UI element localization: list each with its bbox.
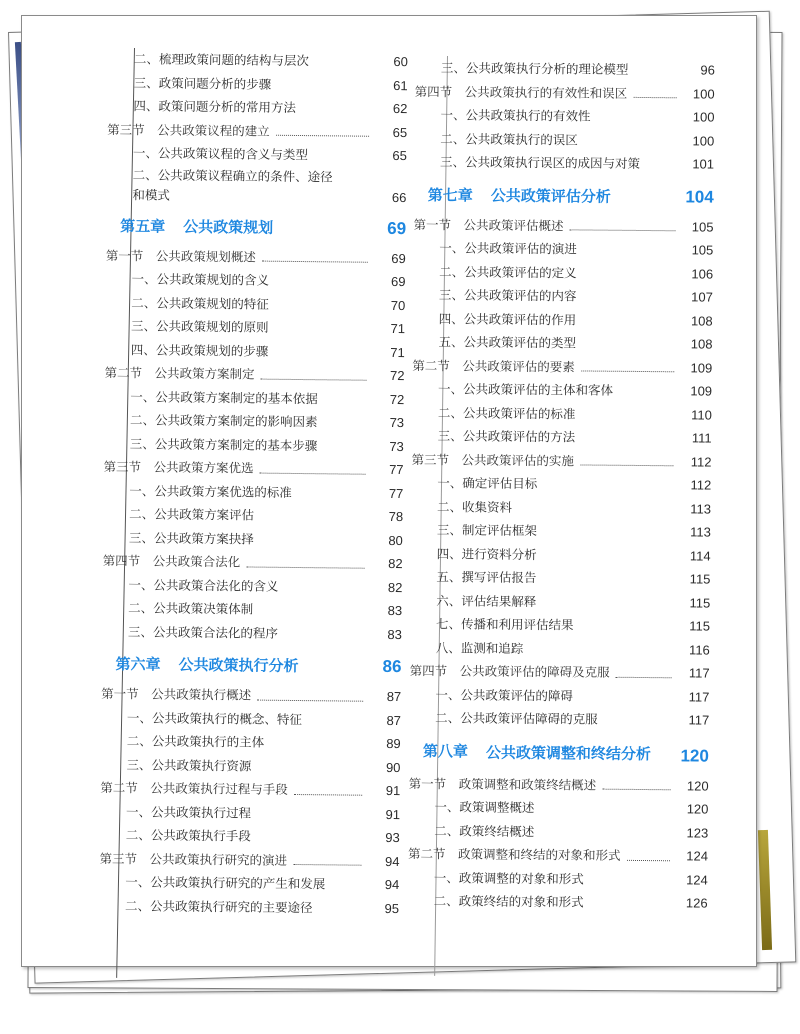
entry-title: 三、公共政策评估的内容 <box>438 287 577 304</box>
entry-title: 第二节 公共政策方案制定 <box>104 364 255 382</box>
entry-title: 第二节 公共政策执行过程与手段 <box>100 779 288 797</box>
toc-chapter-heading <box>106 214 406 238</box>
toc-subsection-entry <box>105 337 405 364</box>
entry-title: 第三节 公共政策评估的实施 <box>411 451 575 468</box>
entry-page-number: 115 <box>689 571 711 587</box>
entry-page-number: 91 <box>385 806 401 822</box>
entry-page-number: 109 <box>690 359 713 376</box>
entry-page-number: 109 <box>690 383 713 399</box>
entry-title: 二、政策终结的对象和形式 <box>433 893 584 910</box>
dot-leader <box>293 864 361 866</box>
toc-subsection-entry <box>101 705 401 732</box>
toc-section-entry <box>104 361 404 388</box>
entry-title: 三、公共政策规划的原则 <box>131 318 269 335</box>
dot-leader <box>616 676 672 677</box>
entry-page-number: 80 <box>388 532 403 548</box>
entry-title: 三、公共政策方案制定的基本步骤 <box>129 435 318 453</box>
toc-subsection-entry <box>105 290 405 317</box>
entry-title: 二、公共政策执行手段 <box>125 827 251 844</box>
toc-subsection-entry <box>100 799 400 826</box>
toc-section-entry <box>413 212 713 238</box>
chapter-number: 第七章 <box>427 185 473 205</box>
entry-page-number: 112 <box>690 477 712 493</box>
entry-page-number: 83 <box>387 626 402 642</box>
entry-title: 一、公共政策执行过程 <box>125 803 252 821</box>
dot-leader <box>633 97 676 98</box>
entry-page-number: 115 <box>689 618 711 634</box>
entry-title: 第一节 政策调整和政策终结概述 <box>408 775 597 793</box>
chapter-title: 公共政策评估分析 <box>490 186 611 206</box>
entry-page-number: 120 <box>686 801 709 817</box>
toc-subsection-entry <box>103 502 403 529</box>
entry-title: 第三节 公共政策执行研究的演进 <box>99 850 288 868</box>
entry-page-number: 123 <box>686 824 709 841</box>
toc-section-entry <box>102 549 402 576</box>
toc-section-entry <box>107 117 407 144</box>
entry-page-number: 72 <box>389 391 405 407</box>
entry-page-number: 60 <box>393 53 408 70</box>
entry-page-number: 89 <box>386 735 401 752</box>
chapter-number: 第六章 <box>115 655 161 674</box>
entry-page-number: 87 <box>386 688 402 705</box>
entry-title: 六、评估结果解释 <box>436 592 537 609</box>
entry-page-number: 105 <box>691 242 714 258</box>
entry-title: 四、公共政策评估的作用 <box>438 310 577 327</box>
toc-section-entry <box>412 353 712 379</box>
entry-title: 二、公共政策议程确立的条件、途径和模式 <box>132 166 333 203</box>
entry-title: 三、公共政策方案抉择 <box>128 529 254 547</box>
entry-page-number: 108 <box>690 336 713 352</box>
entry-page-number: 61 <box>393 77 408 93</box>
toc-subsection-entry <box>413 283 713 309</box>
entry-title: 一、确定评估目标 <box>437 475 538 492</box>
entry-page-number: 117 <box>688 665 710 681</box>
entry-title: 一、公共政策执行的概念、特征 <box>126 709 303 727</box>
entry-title: 一、公共政策评估的主体和客体 <box>438 381 614 398</box>
toc-subsection-entry <box>102 572 402 599</box>
entry-page-number: 120 <box>686 777 709 794</box>
toc-section-entry <box>106 243 406 270</box>
entry-page-number: 108 <box>690 312 713 329</box>
entry-page-number: 90 <box>385 759 401 775</box>
toc-subsection-entry <box>101 729 401 756</box>
entry-page-number: 87 <box>386 712 402 728</box>
entry-title: 一、公共政策方案优选的标准 <box>129 482 292 500</box>
entry-title: 三、公共政策执行误区的成因与对策 <box>440 154 641 171</box>
toc-chapter-heading <box>101 653 401 677</box>
dot-leader <box>581 370 674 372</box>
entry-page-number: 82 <box>388 555 403 572</box>
toc-subsection-entry <box>410 612 710 638</box>
toc-subsection-entry <box>411 518 711 544</box>
entry-title: 五、撰写评估报告 <box>436 569 537 586</box>
toc-subsection-entry <box>99 870 399 897</box>
entry-page-number: 69 <box>391 250 406 266</box>
entry-title: 一、公共政策方案制定的基本依据 <box>130 388 318 406</box>
entry-title: 一、公共政策评估的障碍 <box>435 686 574 703</box>
entry-page-number: 101 <box>692 156 715 172</box>
entry-title: 七、传播和利用评估结果 <box>435 616 574 633</box>
chapter-page-number: 104 <box>685 186 714 207</box>
entry-title: 二、公共政策执行的主体 <box>126 733 265 750</box>
entry-page-number: 62 <box>392 100 408 117</box>
entry-title: 第四节 公共政策评估的障碍及克服 <box>409 662 610 680</box>
entry-page-number: 72 <box>390 367 405 384</box>
toc-subsection-entry <box>414 103 714 129</box>
entry-page-number: 66 <box>391 189 407 205</box>
toc-chapter-heading <box>414 183 714 207</box>
dot-leader <box>262 261 368 263</box>
entry-page-number: 113 <box>690 500 712 517</box>
dot-leader <box>602 789 670 791</box>
toc-subsection-entry <box>411 471 711 497</box>
toc-subsection-entry <box>412 400 712 426</box>
entry-title: 五、公共政策评估的类型 <box>438 334 577 351</box>
entry-title: 一、公共政策执行研究的产生和发展 <box>125 874 326 892</box>
entry-page-number: 71 <box>390 344 405 360</box>
entry-page-number: 116 <box>689 641 710 658</box>
chapter-title: 公共政策执行分析 <box>178 655 299 676</box>
entry-page-number: 93 <box>385 829 400 846</box>
entry-title: 第二节 公共政策评估的要素 <box>412 357 575 374</box>
entry-title: 二、公共政策方案制定的影响因素 <box>130 412 318 430</box>
entry-title: 三、制定评估框架 <box>436 522 537 539</box>
toc-subsection-entry <box>107 94 407 121</box>
entry-title: 三、公共政策合法化的程序 <box>127 623 278 641</box>
toc-left-column <box>99 47 408 920</box>
entry-page-number: 83 <box>387 602 403 619</box>
entry-page-number: 95 <box>384 900 400 916</box>
dot-leader <box>260 472 366 474</box>
entry-page-number: 111 <box>691 430 712 446</box>
toc-section-entry <box>415 79 715 105</box>
entry-title: 四、公共政策规划的步骤 <box>130 341 269 359</box>
toc-chapter-heading <box>409 739 709 766</box>
chapter-title: 公共政策调整和终结分析 <box>485 743 652 763</box>
entry-title: 二、公共政策执行的误区 <box>440 130 578 147</box>
toc-subsection-entry <box>104 431 404 458</box>
entry-page-number: 65 <box>392 124 408 140</box>
entry-title: 第一节 公共政策评估概述 <box>413 216 564 233</box>
toc-subsection-entry <box>414 150 714 176</box>
dot-leader <box>294 793 362 795</box>
entry-page-number: 126 <box>685 895 708 911</box>
toc-subsection-entry <box>102 596 402 623</box>
toc-section-entry <box>408 842 708 868</box>
toc-subsection-entry <box>103 478 403 505</box>
entry-page-number: 94 <box>384 876 400 893</box>
entry-page-number: 115 <box>689 594 711 611</box>
entry-title: 第一节 公共政策执行概述 <box>101 685 252 703</box>
toc-subsection-entry <box>408 795 708 821</box>
toc-subsection-entry <box>104 384 404 411</box>
chapter-number: 第五章 <box>120 216 166 236</box>
toc-subsection-entry <box>100 823 400 850</box>
entry-title: 一、公共政策合法化的含义 <box>128 576 279 594</box>
entry-page-number: 73 <box>389 414 405 431</box>
chapter-page-number: 86 <box>382 656 402 677</box>
toc-subsection-entry <box>408 865 708 891</box>
entry-page-number: 105 <box>691 218 714 235</box>
entry-title: 四、政策问题分析的常用方法 <box>133 98 296 115</box>
toc-subsection-entry <box>412 330 712 356</box>
dot-leader <box>580 464 673 466</box>
toc-subsection-entry <box>413 259 713 285</box>
entry-page-number: 71 <box>390 320 406 337</box>
toc-subsection-entry <box>105 314 405 341</box>
toc-subsection-entry <box>104 408 404 435</box>
entry-title: 二、公共政策评估障碍的克服 <box>435 710 598 727</box>
entry-page-number: 100 <box>692 109 715 125</box>
toc-subsection-entry <box>413 306 713 332</box>
toc-subsection-entry <box>412 424 712 450</box>
toc-subsection-entry <box>99 893 399 920</box>
entry-page-number: 113 <box>690 524 711 540</box>
entry-title: 二、公共政策评估的标准 <box>437 404 576 421</box>
dot-leader <box>246 566 364 568</box>
toc-subsection-entry <box>408 889 708 915</box>
toc-subsection-entry <box>412 377 712 403</box>
entry-title: 一、公共政策规划的含义 <box>131 271 270 288</box>
entry-page-number: 117 <box>688 712 710 728</box>
entry-title: 一、政策调整概述 <box>434 799 535 816</box>
toc-subsection-entry <box>415 56 715 82</box>
toc-subsection-entry <box>102 619 402 646</box>
toc-subsection-entry <box>410 588 710 614</box>
toc-subsection-entry <box>410 565 710 591</box>
entry-page-number: 107 <box>691 289 713 305</box>
toc-subsection-entry <box>414 126 714 152</box>
toc-subsection-entry <box>411 494 711 520</box>
entry-title: 二、公共政策评估的定义 <box>439 263 577 280</box>
entry-title: 一、公共政策议程的含义与类型 <box>132 145 308 163</box>
chapter-title: 公共政策规划 <box>183 217 274 237</box>
entry-page-number: 100 <box>692 132 715 149</box>
dot-leader <box>276 135 369 137</box>
entry-title: 二、政策终结概述 <box>434 822 535 839</box>
toc-section-entry <box>103 455 403 482</box>
dot-leader <box>257 699 363 701</box>
chapter-page-number: 120 <box>680 745 709 766</box>
toc-section-entry <box>409 771 709 797</box>
toc-subsection-entry <box>100 752 400 779</box>
entry-title: 二、收集资料 <box>437 498 513 515</box>
entry-page-number: 94 <box>384 853 400 869</box>
dot-leader <box>627 859 670 860</box>
toc-subsection-entry <box>408 818 708 844</box>
chapter-number: 第八章 <box>422 741 469 760</box>
entry-title: 二、公共政策方案评估 <box>129 506 255 523</box>
toc-subsection-entry <box>409 706 709 732</box>
entry-page-number: 124 <box>686 871 708 888</box>
entry-page-number: 70 <box>390 297 406 313</box>
entry-page-number: 112 <box>690 453 712 470</box>
entry-title: 二、公共政策执行研究的主要途径 <box>124 897 313 915</box>
entry-title: 三、公共政策评估的方法 <box>437 428 576 445</box>
toc-section-entry <box>100 776 400 803</box>
entry-page-number: 117 <box>688 688 710 705</box>
toc-subsection-entry <box>108 70 408 97</box>
toc-subsection-entry <box>103 525 403 552</box>
entry-title: 八、监测和追踪 <box>435 639 524 656</box>
toc-subsection-entry <box>411 541 711 567</box>
entry-page-number: 114 <box>689 547 711 564</box>
entry-title: 第一节 公共政策规划概述 <box>105 247 256 265</box>
entry-title: 一、政策调整的对象和形式 <box>433 869 584 887</box>
toc-section-entry <box>411 447 711 473</box>
entry-title: 三、公共政策执行分析的理论模型 <box>440 60 629 77</box>
entry-page-number: 73 <box>389 438 404 454</box>
entry-title: 四、进行资料分析 <box>436 545 537 562</box>
entry-title: 二、梳理政策问题的结构与层次 <box>133 51 309 69</box>
entry-page-number: 77 <box>389 461 404 478</box>
entry-page-number: 124 <box>686 848 709 864</box>
entry-page-number: 106 <box>691 265 714 282</box>
toc-subsection-entry <box>410 635 710 661</box>
toc-section-entry <box>410 659 710 685</box>
toc-section-entry <box>101 682 401 709</box>
entry-page-number: 82 <box>387 579 403 595</box>
toc-subsection-entry <box>409 682 709 708</box>
entry-page-number: 96 <box>700 62 715 78</box>
toc-subsection-entry <box>106 164 406 207</box>
entry-page-number: 65 <box>392 147 407 164</box>
chapter-page-number: 69 <box>387 218 407 238</box>
entry-title: 三、政策问题分析的步骤 <box>133 74 272 92</box>
entry-title: 一、公共政策评估的演进 <box>439 240 577 257</box>
toc-right-column <box>408 56 715 915</box>
entry-title: 第三节 公共政策议程的建立 <box>107 121 270 139</box>
entry-page-number: 100 <box>692 85 715 102</box>
entry-page-number: 69 <box>391 273 406 290</box>
dot-leader <box>570 229 676 231</box>
entry-title: 三、公共政策执行资源 <box>126 756 252 774</box>
entry-title: 第四节 公共政策执行的有效性和误区 <box>414 83 628 101</box>
entry-title: 二、公共政策规划的特征 <box>131 294 269 312</box>
toc-subsection-entry <box>107 141 407 168</box>
entry-page-number: 91 <box>385 782 401 799</box>
entry-title: 一、公共政策执行的有效性 <box>440 107 591 124</box>
entry-page-number: 77 <box>388 485 404 501</box>
toc-subsection-entry <box>413 236 713 262</box>
entry-page-number: 78 <box>388 508 404 525</box>
dot-leader <box>261 378 367 380</box>
entry-page-number: 110 <box>691 406 712 423</box>
entry-title: 第三节 公共政策方案优选 <box>103 458 254 476</box>
toc-subsection-entry <box>108 47 408 74</box>
entry-title: 二、公共政策决策体制 <box>128 600 254 617</box>
toc-subsection-entry <box>105 267 405 294</box>
entry-title: 第二节 政策调整和终结的对象和形式 <box>407 845 621 863</box>
entry-title: 第四节 公共政策合法化 <box>102 552 241 570</box>
toc-section-entry <box>99 846 399 873</box>
